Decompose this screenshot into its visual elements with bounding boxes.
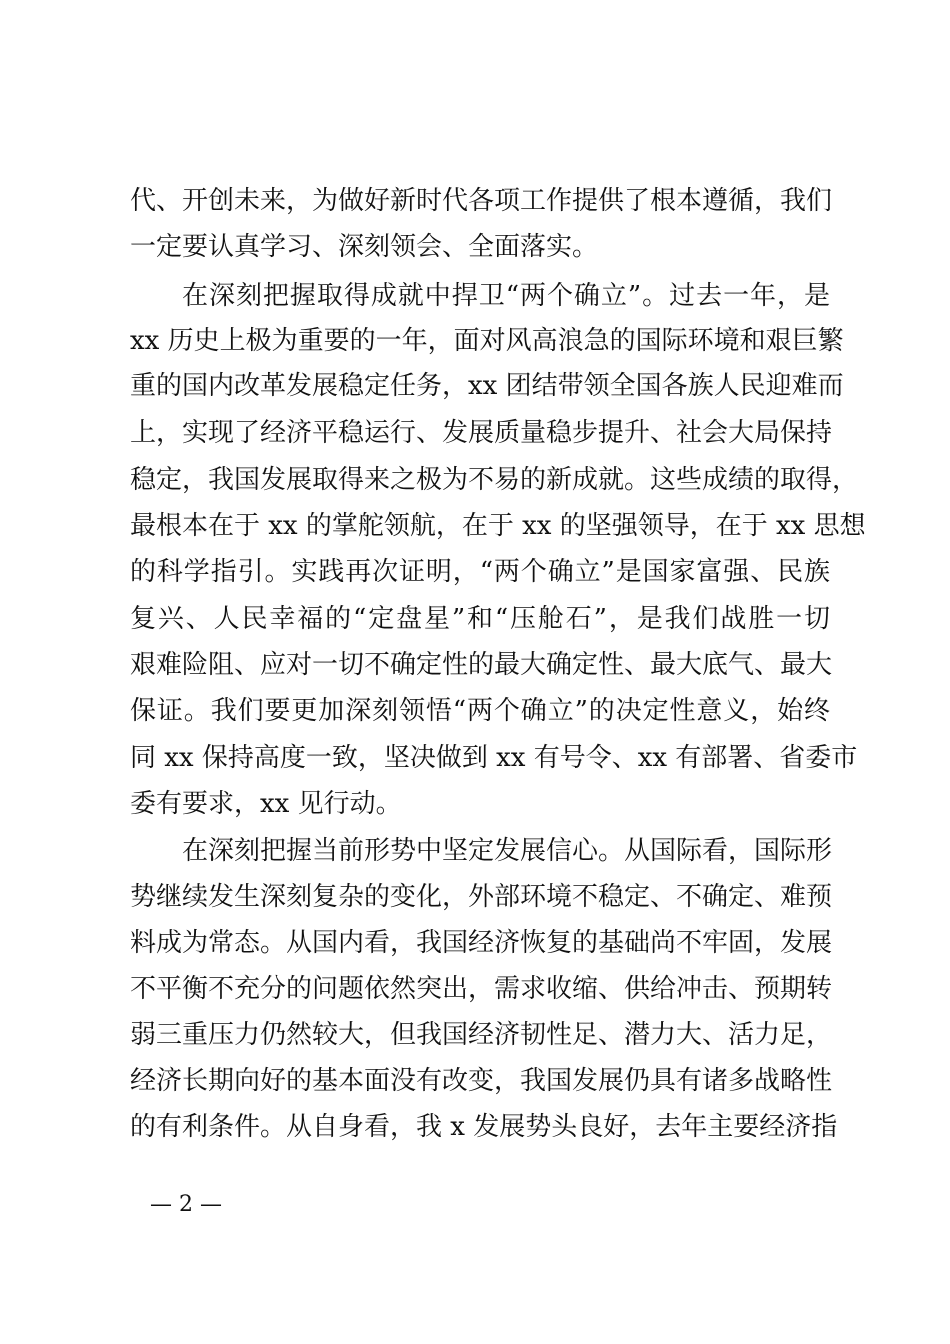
text-line: 势继续发生深刻复杂的变化，外部环境不稳定、不确定、难预 bbox=[130, 882, 833, 912]
text-line: xx 历史上极为重要的一年，面对风高浪急的国际环境和艰巨繁 bbox=[130, 326, 844, 356]
text-line: 委有要求，xx 见行动。 bbox=[130, 789, 402, 819]
text-line: 经济长期向好的基本面没有改变，我国发展仍具有诸多战略性 bbox=[130, 1066, 833, 1096]
paragraph-start-line: 在深刻把握当前形势中坚定发展信心。从国际看，国际形 bbox=[182, 836, 833, 866]
text-line: 弱三重压力仍然较大，但我国经济韧性足、潜力大、活力足， bbox=[130, 1020, 833, 1050]
text-line: 最根本在于 xx 的掌舵领航，在于 xx 的坚强领导，在于 xx 思想 bbox=[130, 511, 866, 541]
text-line: 艰难险阻、应对一切不确定性的最大确定性、最大底气、最大 bbox=[130, 650, 833, 680]
text-line: 代、开创未来，为做好新时代各项工作提供了根本遵循，我们 bbox=[130, 186, 833, 216]
text-line: 不平衡不充分的问题依然突出，需求收缩、供给冲击、预期转 bbox=[130, 974, 833, 1004]
page-number: — 2 — bbox=[150, 1192, 222, 1217]
text-line: 一定要认真学习、深刻领会、全面落实。 bbox=[130, 232, 599, 262]
text-line: 保证。我们要更加深刻领悟“两个确立”的决定性意义，始终 bbox=[130, 696, 830, 726]
text-line: 重的国内改革发展稳定任务，xx 团结带领全国各族人民迎难而 bbox=[130, 371, 844, 401]
text-line: 同 xx 保持高度一致，坚决做到 xx 有号令、xx 有部署、省委市 bbox=[130, 743, 858, 773]
text-line: 复兴、人民幸福的“定盘星”和“压舱石”，是我们战胜一切 bbox=[130, 604, 830, 634]
text-line: 稳定，我国发展取得来之极为不易的新成就。这些成绩的取得， bbox=[130, 465, 859, 495]
text-line: 上，实现了经济平稳运行、发展质量稳步提升、社会大局保持 bbox=[130, 418, 833, 448]
paragraph-start-line: 在深刻把握取得成就中捍卫“两个确立”。过去一年，是 bbox=[182, 281, 830, 311]
text-line: 的科学指引。实践再次证明，“两个确立”是国家富强、民族 bbox=[130, 557, 830, 587]
text-line: 料成为常态。从国内看，我国经济恢复的基础尚不牢固，发展 bbox=[130, 928, 833, 958]
text-line: 的有利条件。从自身看，我 x 发展势头良好，去年主要经济指 bbox=[130, 1112, 838, 1142]
